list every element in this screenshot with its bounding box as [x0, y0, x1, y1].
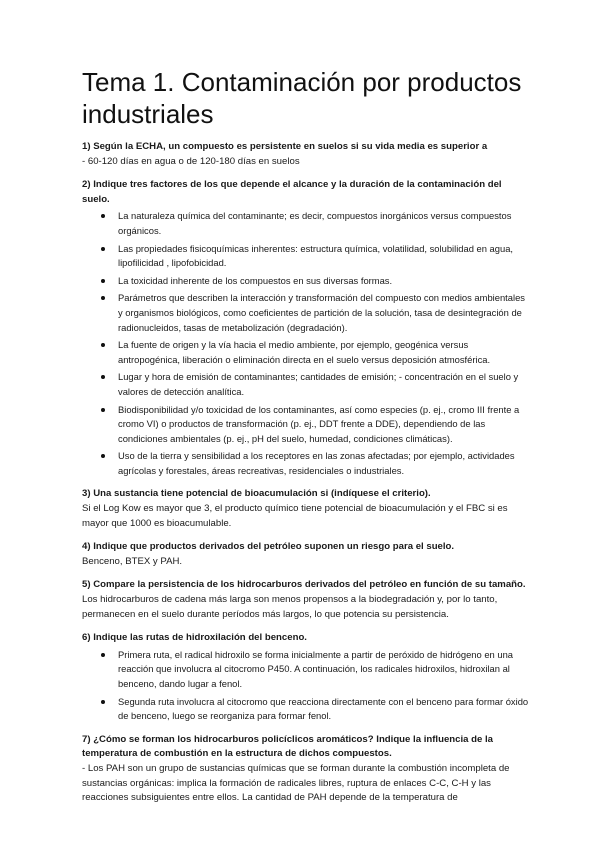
question-6 — [82, 631, 530, 724]
page-title: Tema 1. Contaminación por productos industriales — [82, 67, 522, 129]
question-6-list — [82, 648, 530, 724]
question-5-title: 5) Compare la persistencia de los hidrocarburos derivados del petróleo en función de su tamaño. — [82, 579, 526, 591]
question-5-answer: Los hidrocarburos de cadena más larga son menos propensos a la biodegradación y, por lo tanto, permanecen en el suelo durante períodos más largos, lo que potencia su persistencia. — [82, 594, 498, 620]
question-1-answer: - 60-120 días en agua o de 120-180 días en suelos — [82, 155, 300, 167]
question-2 — [82, 178, 530, 478]
question-2-title: 2) Indique tres factores de los que depende el alcance y la duración de la contaminación del suelo. — [82, 179, 502, 205]
question-3-title: 3) Una sustancia tiene potencial de bioacumulación si (indíquese el criterio). — [82, 488, 431, 500]
question-6-title: 6) Indique las rutas de hidroxilación del benceno. — [82, 632, 307, 644]
question-4-answer: Benceno, BTEX y PAH. — [82, 555, 183, 567]
question-7-answer: - Los PAH son un grupo de sustancias químicas que se forman durante la combustión incompleta de sustancias orgánicas: implica la formación de radicales libres, ruptura de enlaces C-C, C-H y las reacciones subsiguientes entre ellos. La cantidad de PAH depende de la temperatura de — [82, 762, 510, 804]
list-item: La toxicidad inherente de los compuestos en sus diversas formas. — [118, 274, 530, 289]
question-7 — [82, 733, 530, 806]
list-item: Lugar y hora de emisión de contaminantes; cantidades de emisión; - concentración en el suelo y valores de detección analítica. — [118, 370, 530, 399]
question-1-title: 1) Según la ECHA, un compuesto es persistente en suelos si su vida media es superior a — [82, 141, 488, 152]
list-item: Biodisponibilidad y/o toxicidad de los contaminantes, así como especies (p. ej., cromo III frente a cromo VI) o productos de transformación (p. ej., DDT frente a DDE), dependiendo de las condiciones ambientales (p. ej., pH del suelo, humedad, condiciones climáticas). — [118, 403, 530, 447]
question-3-answer: Si el Log Kow es mayor que 3, el producto químico tiene potencial de bioacumulación y el FBC si es mayor que 1000 es bioacumulable. — [82, 503, 508, 529]
list-item: Parámetros que describen la interacción y transformación del compuesto con medios ambientales y organismos biológicos, como coeficientes de partición de la solución, tasa de desintegración de radionucleidos, tasas de metabolización (degradación). — [118, 291, 530, 335]
question-2-list — [82, 209, 530, 478]
question-5 — [82, 578, 530, 622]
list-item: Uso de la tierra y sensibilidad a los receptores en las zonas afectadas; por ejemplo, actividades agrícolas y forestales, áreas recreativas, residenciales o industriales. — [118, 449, 530, 478]
question-1 — [82, 140, 530, 169]
list-item: Segunda ruta involucra al citocromo que reacciona directamente con el benceno para formar óxido de benceno, luego se reorganiza para formar fenol. — [118, 695, 530, 724]
list-item: La fuente de origen y la vía hacia el medio ambiente, por ejemplo, geogénica versus antropogénica, liberación o eliminación directa en el suelo versus deposición atmosférica. — [118, 338, 530, 367]
list-item: Primera ruta, el radical hidroxilo se forma inicialmente a partir de peróxido de hidrógeno en una reacción que involucra al citocromo P450. A continuación, los radicales hidroxilos, hidroxilan al benceno, dando lugar a fenol. — [118, 648, 530, 692]
question-4 — [82, 540, 530, 569]
question-3 — [82, 487, 530, 531]
list-item: La naturaleza química del contaminante; es decir, compuestos inorgánicos versus compuestos orgánicos. — [118, 209, 530, 238]
question-4-title: 4) Indique que productos derivados del petróleo suponen un riesgo para el suelo. — [82, 541, 455, 553]
list-item: Las propiedades fisicoquímicas inherentes: estructura química, volatilidad, solubilidad en agua, lipofilicidad , lipofobicidad. — [118, 242, 530, 271]
question-7-title: 7) ¿Cómo se forman los hidrocarburos policíclicos aromáticos? Indique la influencia de la temperatura de combustión en la estructura de dichos compuestos. — [82, 733, 494, 760]
